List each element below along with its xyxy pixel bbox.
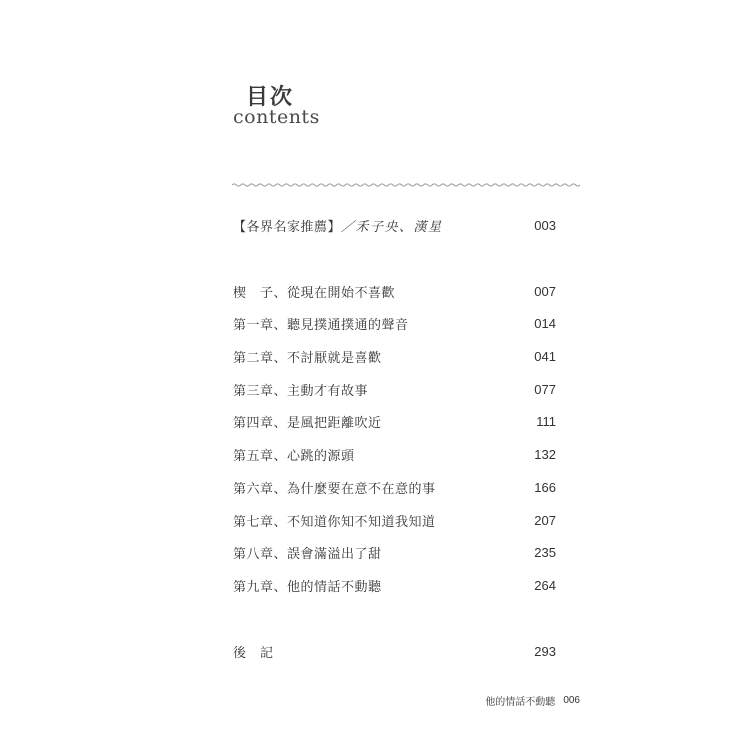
toc-entry-page: 166 bbox=[534, 479, 556, 495]
toc-entry-label: 第二章、不討厭就是喜歡 bbox=[233, 350, 382, 366]
toc-entry-chapter-1[interactable] bbox=[233, 312, 556, 334]
page-title: 目次 bbox=[246, 85, 295, 110]
toc-entry-chapter-9[interactable] bbox=[233, 574, 556, 596]
toc-entry-page: 014 bbox=[534, 315, 556, 331]
toc-entry-chapter-2[interactable] bbox=[233, 345, 556, 367]
toc-entry-label: 第三章、主動才有故事 bbox=[233, 383, 369, 399]
toc-entry-label: 後 記 bbox=[233, 645, 274, 661]
toc-entry-label: 第六章、為什麼要在意不在意的事 bbox=[233, 481, 436, 497]
toc-entry-label: 第七章、不知道你知不知道我知道 bbox=[233, 514, 436, 530]
toc-entry-page: 293 bbox=[534, 643, 556, 659]
toc-entry-page: 132 bbox=[534, 446, 556, 462]
toc-entry-page: 007 bbox=[534, 283, 556, 299]
toc-entry-label: 第八章、誤會滿溢出了甜 bbox=[233, 546, 382, 562]
running-title: 他的情話不動聽 bbox=[485, 697, 556, 708]
toc-entry-recommend[interactable] bbox=[233, 214, 556, 236]
toc-entry-chapter-8[interactable] bbox=[233, 541, 556, 563]
toc-entry-chapter-5[interactable] bbox=[233, 443, 556, 465]
toc-entry-label bbox=[233, 216, 443, 235]
toc-entry-chapter-7[interactable] bbox=[233, 509, 556, 531]
page-footer bbox=[485, 693, 580, 708]
toc-entry-page: 077 bbox=[534, 381, 556, 397]
toc-entry-page: 041 bbox=[534, 348, 556, 364]
recommend-authors: ／禾子央、漢星 bbox=[341, 219, 443, 235]
toc-entry-label: 第五章、心跳的源頭 bbox=[233, 448, 355, 464]
toc-entry-chapter-3[interactable] bbox=[233, 378, 556, 400]
toc-entry-label: 第一章、聽見撲通撲通的聲音 bbox=[233, 317, 409, 333]
toc-entry-afterword[interactable] bbox=[233, 640, 556, 662]
toc-entry-page: 235 bbox=[534, 544, 556, 560]
toc-entry-page: 111 bbox=[536, 413, 556, 429]
toc-entry-page: 207 bbox=[534, 512, 556, 528]
toc-entry-label: 第九章、他的情話不動聽 bbox=[233, 579, 382, 595]
toc-entry-page: 003 bbox=[534, 217, 556, 233]
toc-entry-page: 264 bbox=[534, 577, 556, 593]
toc-entry-label: 楔 子、從現在開始不喜歡 bbox=[233, 285, 396, 301]
page-number: 006 bbox=[563, 695, 580, 706]
toc-entry-chapter-4[interactable] bbox=[233, 410, 556, 432]
page-subtitle: contents bbox=[233, 106, 320, 128]
toc-entry-chapter-6[interactable] bbox=[233, 476, 556, 498]
toc-entry-prologue[interactable] bbox=[233, 280, 556, 302]
recommend-label: 【各界名家推薦】 bbox=[233, 219, 342, 235]
toc-entry-label: 第四章、是風把距離吹近 bbox=[233, 415, 382, 431]
